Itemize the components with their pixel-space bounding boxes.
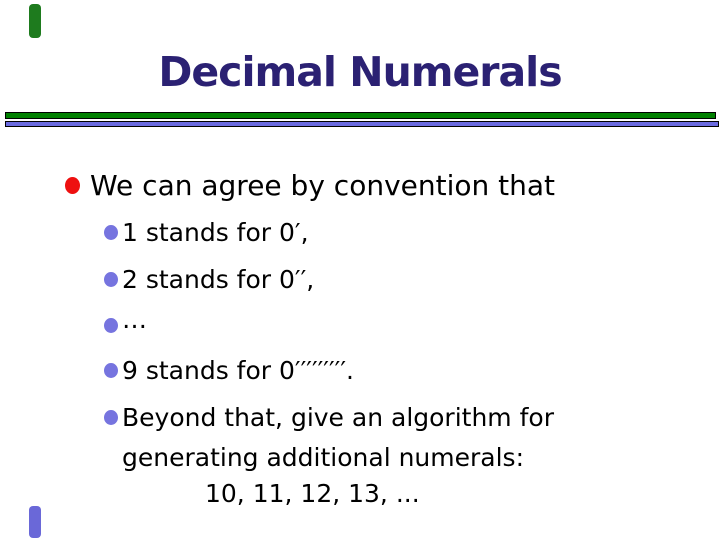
numerals-example-line: 10, 11, 12, 13, ... (205, 479, 420, 508)
sub-bullet-text-1: 1 stands for 0′, (122, 218, 309, 247)
sub-bullet-icon (104, 410, 118, 425)
sub-bullet-icon (104, 363, 118, 378)
sub-bullet-text-ellipsis: … (122, 305, 147, 334)
slide-title: Decimal Numerals (158, 48, 562, 96)
title-underline-green (5, 112, 716, 119)
sub-bullet-text-9: 9 stands for 0′′′′′′′′′. (122, 356, 354, 385)
sub-bullet-icon (104, 318, 118, 333)
title-underline-blue (5, 121, 719, 127)
beyond-continuation-line: generating additional numerals: (122, 443, 525, 472)
main-bullet-icon (65, 177, 80, 194)
sub-bullet-icon (104, 225, 118, 240)
sub-bullet-text-2: 2 stands for 0′′, (122, 265, 315, 294)
corner-accent-bar-top-icon (29, 4, 41, 38)
sub-bullet-text-beyond: Beyond that, give an algorithm for (122, 403, 554, 432)
corner-accent-bar-bottom-icon (29, 506, 41, 538)
sub-bullet-icon (104, 272, 118, 287)
main-bullet-text: We can agree by convention that (90, 169, 556, 202)
